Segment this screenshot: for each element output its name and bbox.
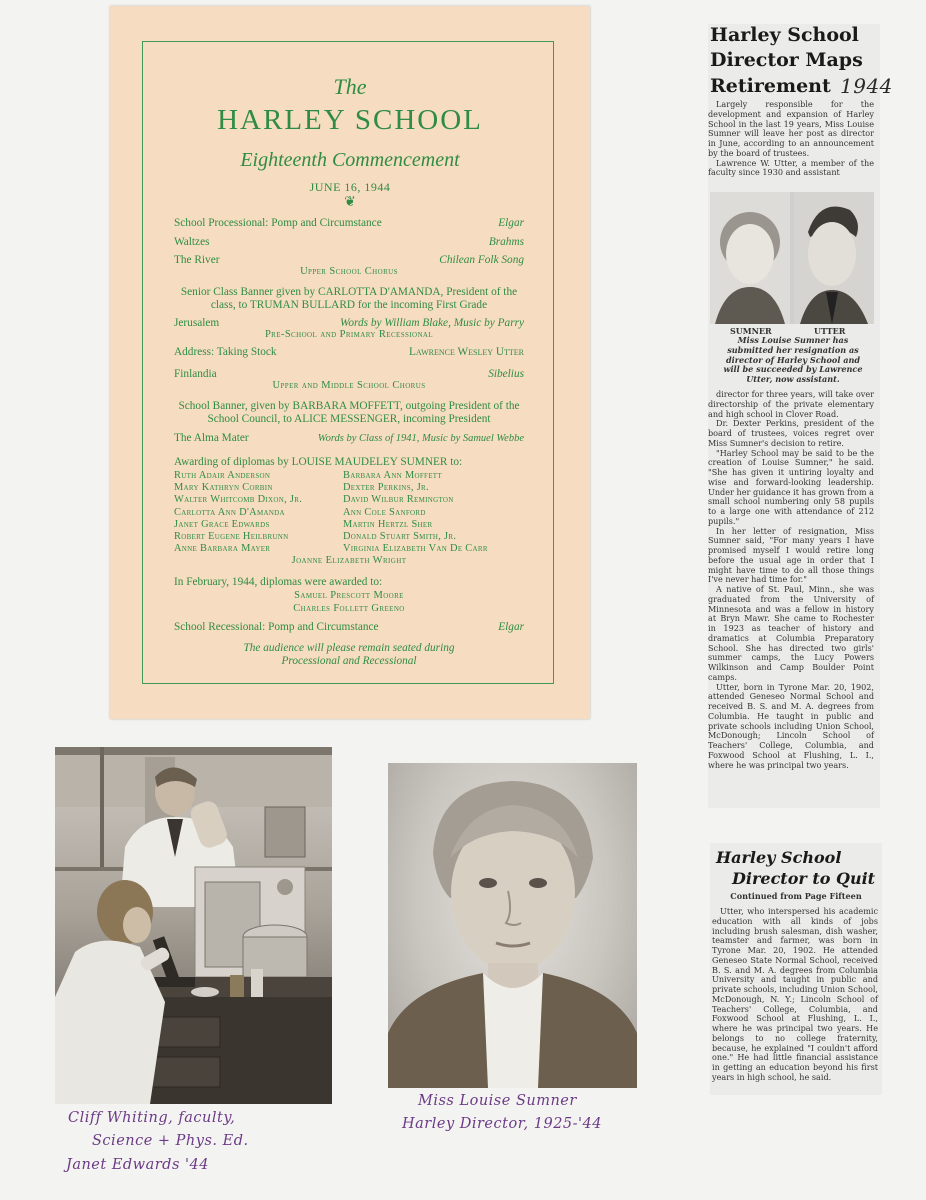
program-note: Processional and Recessional — [281, 655, 417, 667]
clipping-body: Utter, who interspersed his academic education with all kinds of jobs including brush salesman, dish washer, teamster and farmer, was born in Tyrone Mar. 20, 1902. He attended Geneseo State Normal School, received B. S. and M. A. degrees from Columbia University and taught in public and private schools, including Union School, McDonough, N. Y.; Lincoln School of Teachers' College, Columbia, and Foxwood School at Flushing, L. I., where he was principal two years. He belongs to no college fraternity, because, he explained "I couldn't afford one." He had little financial assistance in getting an education beyond his first years in high school, he said. — [712, 906, 878, 1082]
photo-label: UTTER — [814, 326, 846, 336]
program-item: Senior Class Banner given by CARLOTTA D'AMANDA, President of the class, to TRUMAN BULLARD for the incoming First Grade — [180, 286, 518, 311]
program-item: Jerusalem Words by William Blake, Music by Parry — [174, 317, 524, 329]
graduate-name: Dexter Perkins, Jr. — [343, 482, 429, 494]
photo-label: SUMNER — [730, 326, 772, 336]
photo1-caption: Janet Edwards '44 — [66, 1157, 209, 1173]
graduate-center: Joanne Elizabeth Wright — [291, 555, 407, 566]
ornament-icon: ❦ — [344, 195, 356, 210]
program-school-name: HARLEY SCHOOL — [217, 104, 483, 136]
sumner-utter-photos — [710, 192, 874, 324]
graduate-name: Ruth Adair Anderson — [174, 470, 271, 481]
photo-caption: Miss Louise Sumner has submitted her resignation as director of Harley School and will be succeeded by Lawrence Utter, now assistant. — [723, 335, 863, 384]
program-item: School Processional: Pomp and Circumstance Elgar — [174, 217, 524, 229]
graduate-name: Walter Whitcomb Dixon, Jr. — [174, 494, 303, 506]
program-subtitle: Eighteenth Commencement — [240, 149, 460, 171]
clipping-headline: Harley School — [716, 848, 842, 867]
program-item: Address: Taking Stock Lawrence Wesley Utter — [174, 346, 524, 358]
portrait-image — [388, 763, 637, 1088]
program-recessional: School Recessional: Pomp and Circumstance Elgar — [174, 621, 524, 633]
commencement-program — [110, 6, 590, 719]
program-item: The River Chilean Folk Song — [174, 254, 524, 266]
clipping-paragraph: Dr. Dexter Perkins, president of the board of trustees, voices regret over Miss Sumner's decision to retire. — [708, 418, 874, 448]
photo2-caption: Miss Louise Sumner — [418, 1093, 577, 1109]
graduate-name: Ann Cole Sanford — [343, 506, 426, 518]
handwritten-year: 1944 — [840, 74, 893, 98]
graduate-name: Barbara Ann Moffett — [343, 470, 442, 481]
february-graduate: Charles Follett Greeno — [293, 603, 405, 614]
graduate-name: Martin Hertzl Sher — [343, 518, 433, 530]
clipping-photos — [710, 192, 874, 324]
clipping-headline: Director Maps — [710, 49, 863, 71]
newspaper-clipping-retirement — [708, 24, 893, 808]
photo1-caption: Cliff Whiting, faculty, — [68, 1110, 236, 1126]
graduate-name: Robert Eugene Heilbrunn — [174, 531, 289, 543]
program-item: School Banner, given by BARBARA MOFFETT, outgoing President of the School Council, to ALICE MESSENGER, incoming President — [178, 400, 520, 425]
graduate-name: Carlotta Ann D'Amanda — [174, 506, 285, 518]
graduate-name: David Wilbur Remington — [343, 494, 454, 506]
graduate-name: Janet Grace Edwards — [174, 518, 270, 530]
program-item: Waltzes Brahms — [174, 236, 524, 248]
graduate-name: Mary Kathryn Corbin — [174, 482, 273, 494]
graduate-name: Virginia Elizabeth Van De Carr — [343, 543, 488, 555]
february-intro: In February, 1944, diplomas were awarded to: — [174, 576, 383, 588]
clipping-headline: Retirement — [710, 75, 831, 97]
program-date: JUNE 16, 1944 — [309, 180, 391, 194]
program-the: The — [333, 74, 367, 99]
clipping-headline: Director to Quit — [732, 869, 876, 888]
lab-scene-image — [55, 747, 332, 1104]
program-note: The audience will please remain seated during — [243, 642, 455, 654]
diplomas-intro: Awarding of diplomas by LOUISE MAUDELEY SUMNER to: — [174, 456, 463, 468]
clipping-body — [708, 390, 874, 770]
clipping-paragraph: director for three years, will take over directorship of the private elementary and high school in Clover Road. — [708, 389, 874, 419]
continued-note: Continued from Page Fifteen — [730, 891, 862, 901]
program-performer: Upper School Chorus — [300, 266, 398, 277]
clipping-paragraph: A native of St. Paul, Minn., she was graduated from the University of Minnesota and was a fellow in history at Bryn Mawr. She came to Rochester in 1923 as teacher of history and dramatics at Columbia Preparatory School. She has directed two girls' summer camps, the Lucy Powers Wilkinson and Camp Boulder Point camps. — [708, 584, 874, 682]
program-item: The Alma Mater Words by Class of 1941, Music by Samuel Webbe — [174, 432, 524, 444]
lab-photo — [55, 747, 332, 1104]
program-performer: Pre-School and Primary Recessional — [264, 329, 434, 340]
graduates-right — [343, 470, 488, 555]
newspaper-clipping-quit — [710, 843, 882, 1095]
photo1-caption: Science + Phys. Ed. — [92, 1133, 249, 1149]
graduates-left — [174, 470, 302, 555]
clipping-paragraph: In her letter of resignation, Miss Sumner said, "For many years I have promised myself I would retire long before the usual age in order that I might have time to do all those things I've never had time for." — [708, 525, 874, 585]
graduate-name: Donald Stuart Smith, Jr. — [343, 531, 457, 543]
program-item: Finlandia Sibelius — [174, 368, 524, 380]
clipping-paragraph: "Harley School may be said to be the creation of Louise Sumner," he said. "She has given it untiring loyalty and wise and forward-looking leadership. Under her guidance it has grown from a small school numbering only 58 pupils to a large one with attendance of 212 pupils." — [708, 447, 874, 526]
portrait-photo — [388, 763, 637, 1088]
february-graduate: Samuel Prescott Moore — [294, 590, 404, 601]
clipping-paragraph: Utter, born in Tyrone Mar. 20, 1902, attended Geneseo Normal School and received B. S. and M. A. degrees from Columbia. He taught in public and private schools including Union School, McDonough; Lincoln School of Teachers' College, Columbia, and Foxwood School at Flushing, L. I., where he was principal two years. — [708, 681, 874, 770]
graduate-name: Anne Barbara Mayer — [174, 543, 271, 555]
program-performer: Upper and Middle School Chorus — [272, 380, 426, 391]
clipping-headline: Harley School — [710, 24, 859, 46]
clipping-lead: Largely responsible for the development and expansion of Harley School in the last 19 years, Miss Louise Sumner will leave her post as director in June, according to an announcement by the board of trustees. Lawrence W. Utter, a member of the faculty since 1930 and assistant — [708, 99, 874, 178]
photo2-caption: Harley Director, 1925-'44 — [402, 1116, 602, 1132]
